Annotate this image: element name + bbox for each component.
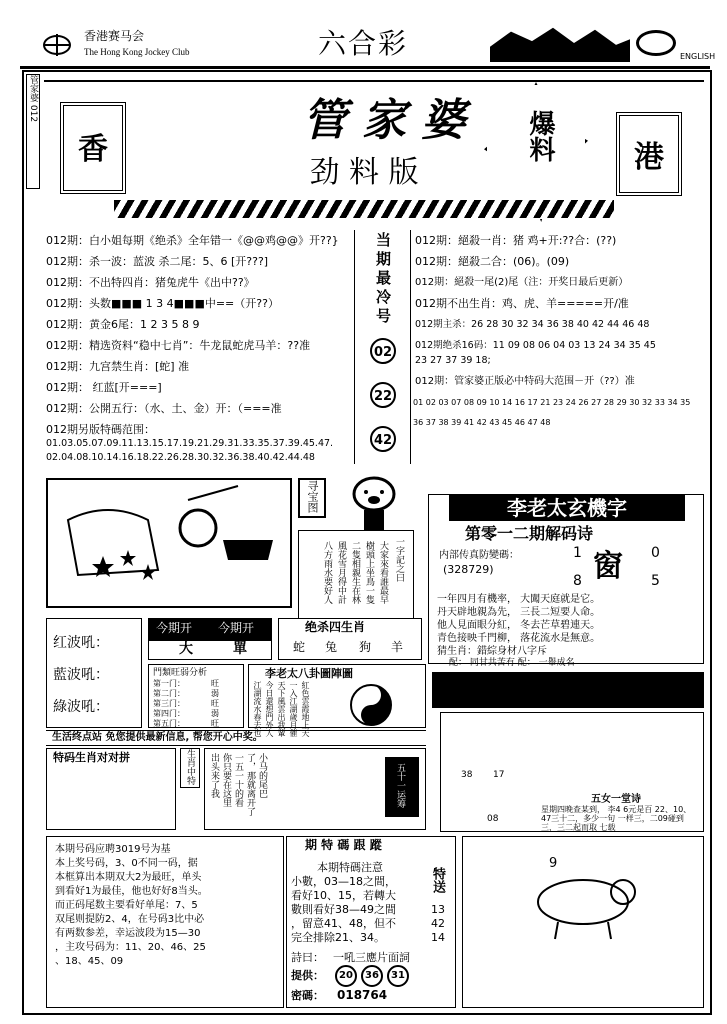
right-prediction-list	[410, 230, 707, 464]
four-kill-box	[278, 618, 422, 660]
burst-text: 爆料	[525, 110, 555, 162]
big-char: 大	[179, 641, 193, 657]
today-banner	[148, 618, 272, 640]
story-col: 你只要在这里	[221, 753, 231, 807]
tracking-line: 小數，03—18之間，	[291, 875, 396, 888]
win-plan-title: 五女一堂诗	[591, 794, 641, 805]
coldest-column	[358, 230, 408, 464]
badge-left-char: 香	[78, 132, 108, 167]
bottom-line: 、18、45、09	[55, 956, 124, 967]
tracking-line: 完全排除21、34。	[291, 931, 385, 944]
bagua-col: 一入江湖歲月催	[289, 681, 298, 737]
four-kill-item: 兔	[325, 640, 338, 654]
decode-digit: 1	[573, 545, 582, 561]
bottom-line: 到看好1为最佳，他也好好8当头。	[55, 886, 208, 897]
story-col: 出头来了我	[209, 753, 219, 798]
green-wave-label: 綠波吼：	[53, 699, 109, 715]
list-item: 012期：白小姐每期《绝杀》全年错一《@@鸡@@》开??}	[46, 234, 339, 247]
title-sub: 劲 料 版	[309, 155, 419, 190]
card-number: 38	[461, 770, 473, 780]
title-top-line	[44, 80, 704, 82]
gate-table	[148, 664, 244, 728]
scroll-line: 樹頭上坐鳥一隻	[364, 541, 374, 604]
gate-row: 第四门：	[153, 709, 185, 718]
provide-number: 36	[361, 965, 383, 987]
decode-poem-line: 他人見面眼分紅， 冬去芒草碧連天。	[437, 620, 601, 631]
list-item: 012期：絕殺二合：(06)。(09)	[415, 255, 570, 268]
decode-digit: 8	[573, 573, 582, 589]
list-item: 012期：不出特四肖：猪兔虎牛《出中??》	[46, 276, 255, 289]
zodiac-hint: 猜生肖：錯綜身材八字斥	[437, 646, 547, 657]
bagua-col: 天下風雲出我輩	[277, 681, 286, 737]
list-item: 23 27 37 39 18;	[415, 355, 491, 366]
brand-horse-art	[490, 24, 630, 62]
gate-row: 第三门：	[153, 699, 185, 708]
list-item: 012期主杀：26 28 30 32 34 36 38 40 42 44 46 48	[415, 319, 650, 330]
side-number: 13	[431, 903, 445, 916]
left-prediction-list	[44, 230, 355, 464]
bottom-left-box	[46, 836, 284, 1008]
pairs-title: 特码生肖对对拼	[53, 751, 130, 764]
list-item: 012期：黄金6尾：1 2 3 5 8 9	[46, 318, 200, 331]
password-value: 018764	[337, 988, 388, 1002]
info-banner	[46, 730, 426, 746]
decode-digit: 0	[651, 545, 660, 561]
pig-mascot-icon	[334, 470, 414, 534]
list-item: 012期绝杀16码：11 09 08 06 04 03 13 24 34 35 45	[415, 340, 656, 351]
yellow-picture-label: 五十一运筹	[395, 763, 405, 808]
poem-text: 一吼三應片面詞	[333, 951, 410, 964]
list-item: 012期：管家婆正版必中特码大范围－开（??）准	[415, 376, 635, 387]
bagua-col: 紅色雲霞地上天	[301, 681, 310, 737]
list-item: 012期：公開五行：（水、土、金）开：（===准	[46, 402, 282, 415]
scroll-heading: 一字記之曰	[394, 537, 404, 582]
search-picture-label: 寻宝图	[298, 478, 326, 518]
side-number: 14	[431, 931, 445, 944]
info-banner-text: 生活终点站 免您提供最新信息, 帮您开心中奖。	[52, 732, 263, 743]
bagua-col: 江湖流水春去也	[253, 681, 262, 737]
list-item: 012期： 红蓝[开===]	[46, 381, 162, 394]
story-col: 了，那就离开了	[245, 753, 255, 816]
bottom-line: ，主攻号码为：11、20、46、25	[55, 942, 206, 953]
decode-poem-line: 青色接映千門柳， 落花流水是無意。	[437, 633, 601, 644]
right-badge	[616, 112, 682, 196]
provide-label: 提供：	[291, 969, 324, 982]
code-label: 内部传真防變碼：	[439, 550, 519, 561]
coldest-label: 当期最冷号	[374, 232, 392, 327]
decode-poem-line: 丹天辟地親為先， 三長二短要人命。	[437, 607, 601, 618]
yellow-picture	[385, 757, 419, 817]
zodiac-col-label: 生肖中特	[180, 748, 200, 788]
waves-box	[46, 618, 142, 728]
decode-char: 窗	[593, 549, 623, 584]
big-single-box	[148, 640, 272, 660]
lottery-logo-icon	[636, 30, 676, 56]
story-box	[204, 748, 426, 830]
title-bottom-fringe	[114, 200, 614, 218]
treasure-picture	[46, 478, 292, 608]
list-item: 012期：头数■■■ 1 3 4■■■中==（开??）	[46, 297, 279, 310]
treasure-drawing	[48, 480, 290, 606]
tracking-line: 數則看好38—49之間	[291, 903, 396, 916]
list-item: 012期另版特碼范围：	[46, 423, 155, 436]
list-item: 012期：絕殺一尾(2)尾（注：开奖日最后更新）	[415, 277, 629, 288]
provide-number: 31	[387, 965, 409, 987]
single-char: 單	[233, 641, 247, 657]
gate-value: 旺	[211, 699, 219, 708]
coldest-number: 42	[370, 426, 396, 452]
title-area	[44, 74, 704, 224]
today-label: 今期开	[218, 621, 255, 635]
list-item: 012期：九宫禁生肖：[蛇] 准	[46, 360, 190, 373]
brand-title: 六合彩	[318, 27, 409, 60]
provide-number: 20	[335, 965, 357, 987]
gate-row: 第二门：	[153, 689, 185, 698]
org-name-en: The Hong Kong Jockey Club	[84, 47, 190, 57]
tracking-box	[286, 836, 456, 1008]
crowd-strip	[432, 672, 704, 708]
bottom-line: 而正码尾数主要看好单尾：7、5	[55, 900, 198, 911]
english-link[interactable]: ENGLISH	[680, 52, 716, 61]
tracking-line: ，留意41、48，但不	[291, 917, 396, 930]
bottom-line: 有两数参差，幸运波段为15—30	[55, 928, 201, 939]
left-side-tab: 管家婆 012	[26, 74, 40, 189]
list-item: 012期不出生肖：鸡、虎、羊=====开/准	[415, 297, 629, 310]
yin-yang-icon	[349, 683, 393, 727]
header-bar	[20, 20, 716, 69]
hkjc-logo-icon	[42, 32, 72, 58]
tracking-line: 看好10、15，若轉大	[291, 889, 396, 902]
left-badge	[60, 102, 126, 194]
story-col: 一五一十的看	[233, 753, 243, 807]
bottom-line: 本上奖号码，3、0不同一码，据	[55, 858, 198, 869]
four-kill-title: 绝杀四生肖	[305, 620, 366, 634]
bagua-box	[248, 664, 426, 737]
decode-box	[428, 494, 704, 668]
gate-title: 門類旺弱分析	[153, 668, 208, 678]
pairs-box	[46, 748, 176, 830]
pig-picture	[462, 836, 704, 1008]
list-item: 02.04.08.10.14.16.18.22.26.28.30.32.36.38.40.42.44.48	[46, 452, 315, 463]
list-item: 01 02 03 07 08 09 10 14 16 17 21 23 24 26 27 28 29 30 32 33 34 35	[413, 398, 691, 407]
bottom-line: 本期号码应聘3019号为基	[55, 844, 171, 855]
coldest-number: 22	[370, 382, 396, 408]
bagua-col: 今日還想門外人	[265, 681, 274, 737]
pig-number: 9	[549, 856, 558, 871]
card-number: 08	[487, 814, 499, 824]
list-item: 012期：絕殺一肖：猪 鸡+开:??合：(??)	[415, 234, 617, 247]
win-plan-text: 星期四晚查某到， 李4 6元是百 22、10、47三十二，多少一句 一样三，二09碰到三，三二起而取 七载	[541, 805, 692, 832]
pig-drawing	[503, 847, 663, 947]
scroll-line: 大家來看誰最早	[378, 541, 388, 604]
title-main: 管 家 婆	[302, 95, 466, 146]
org-name-cn: 香港赛马会	[84, 29, 145, 43]
decode-digit: 5	[651, 573, 660, 589]
code-value: (328729)	[443, 563, 494, 576]
decode-poem-line: 一年四月有機率， 大闖天庭就是它。	[437, 594, 601, 605]
poem-label: 詩曰：	[291, 951, 324, 964]
red-wave-label: 红波吼：	[53, 635, 109, 651]
tracking-line: 本期特碼注意	[317, 861, 383, 874]
poem-scroll	[298, 530, 414, 620]
gate-value: 弱	[211, 709, 219, 718]
today-label: 今期开	[156, 621, 193, 635]
bagua-title: 李老太八卦圖陣圖	[265, 667, 353, 680]
four-kill-item: 狗	[359, 640, 372, 654]
blue-wave-label: 藍波吼：	[53, 667, 109, 683]
list-item: 012期：精选资料“稳中七肖”：牛龙鼠蛇虎马羊：??准	[46, 339, 311, 352]
card-number: 17	[493, 770, 505, 780]
tracking-title: 期 特 碼 跟 蹤	[305, 838, 382, 852]
story-col: 小马的尾巴	[257, 753, 267, 798]
decode-title: 第零一二期解码诗	[465, 524, 594, 543]
gate-row: 第一门：	[153, 679, 185, 688]
gate-value: 旺	[211, 679, 219, 688]
scroll-line: 八方雨水要好人	[322, 541, 332, 604]
grandma-title: 李老太玄機字	[449, 495, 685, 521]
pairs-hint: 配： 同甘共苦有 配： 一舉成名	[449, 658, 575, 668]
bottom-line: 双尾则提防2、4，在号码3比中必	[55, 914, 205, 925]
scroll-line: 二隻相親生在林	[350, 541, 360, 604]
password-label: 密碼：	[291, 989, 324, 1002]
side-number: 42	[431, 917, 445, 930]
list-item: 01.03.05.07.09.11.13.15.17.19.21.29.31.33.35.37.39.45.47.	[46, 438, 334, 449]
scroll-line: 風花雪月得中計	[336, 541, 346, 604]
four-kill-item: 蛇	[293, 640, 306, 654]
gate-row: 第五门：	[153, 719, 185, 728]
coldest-number: 02	[370, 338, 396, 364]
gate-value: 旺	[211, 719, 219, 728]
list-item: 012期：杀一波：蓝波 杀二尾：5、6 [开???]	[46, 255, 269, 268]
side-label: 特送	[430, 867, 445, 893]
list-item: 36 37 38 39 41 42 43 45 46 47 48	[413, 418, 551, 427]
four-kill-item: 羊	[391, 640, 404, 654]
gate-value: 弱	[211, 689, 219, 698]
card-area	[440, 712, 704, 832]
bottom-line: 本框算出本期双大2为最旺，单头	[55, 872, 202, 883]
badge-right-char: 港	[634, 140, 664, 175]
